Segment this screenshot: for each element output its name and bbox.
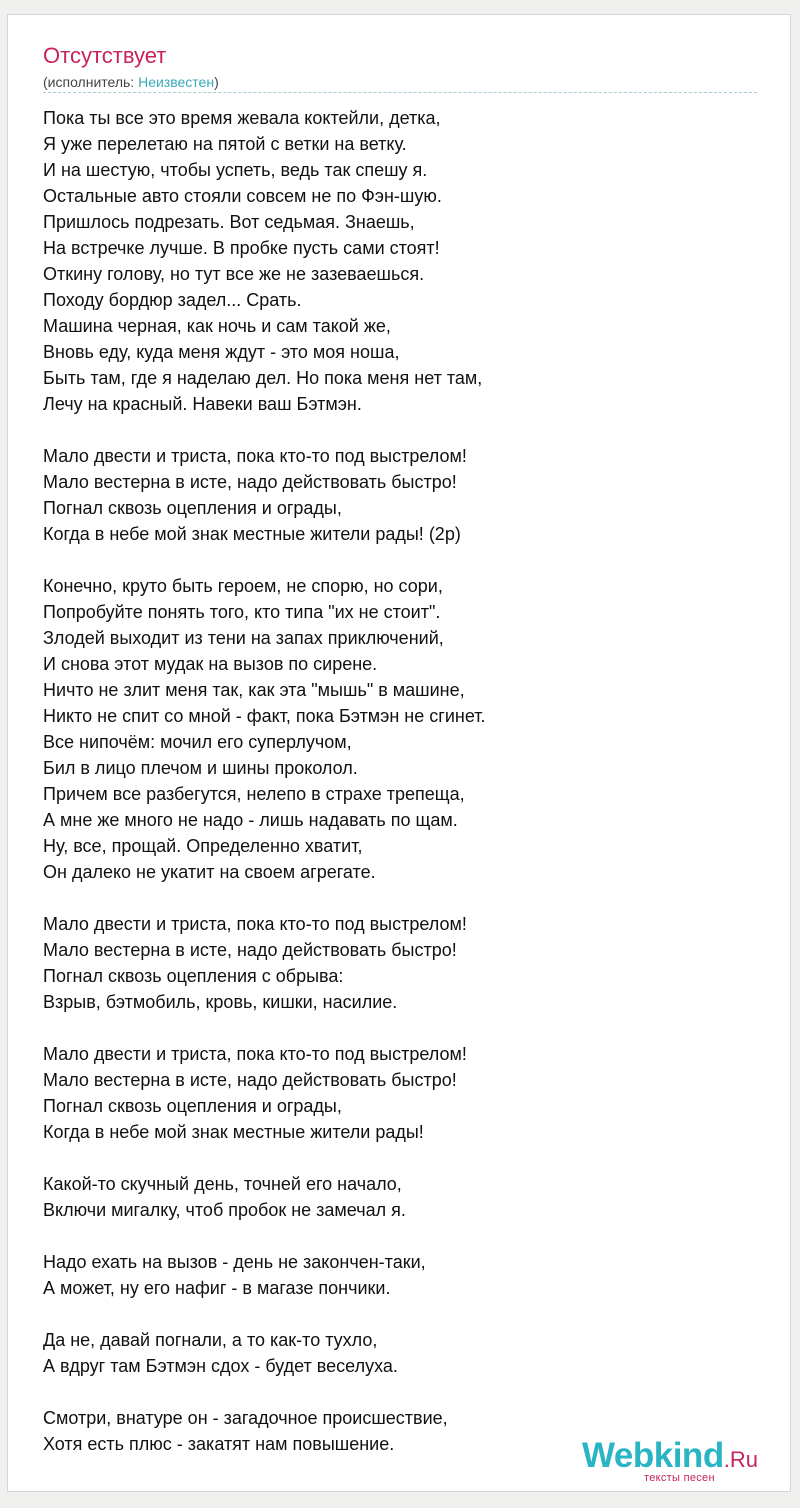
lyric-line: Ну, все, прощай. Определенно хватит, [43,836,363,856]
lyric-line: Мало вестерна в исте, надо действовать быстро! [43,472,457,492]
site-logo [582,1436,782,1492]
lyric-line: Конечно, круто быть героем, не спорю, но сори, [43,576,443,596]
header-divider [43,92,757,93]
lyric-line: Взрыв, бэтмобиль, кровь, кишки, насилие. [43,992,398,1012]
artist-prefix: (исполнитель: [43,74,139,90]
lyric-line: Погнал сквозь оцепления с обрыва: [43,966,344,986]
artist-suffix: ) [214,74,219,90]
lyric-line: Включи мигалку, чтоб пробок не замечал я. [43,1200,406,1220]
lyric-line: Никто не спит со мной - факт, пока Бэтмэн не сгинет. [43,706,486,726]
lyric-line: Машина черная, как ночь и сам такой же, [43,316,391,336]
lyric-line: И на шестую, чтобы успеть, ведь так спешу я. [43,160,428,180]
lyric-line: Какой-то скучный день, точней его начало, [43,1174,402,1194]
stanza-break [43,1145,763,1171]
lyric-line: Пока ты все это время жевала коктейли, детка, [43,108,441,128]
logo-tld-text: .Ru [723,1447,758,1472]
lyric-line: Все нипочём: мочил его суперлучом, [43,732,352,752]
logo-main-text: Webkind [582,1436,724,1475]
stanza-break [43,417,763,443]
lyric-line: Остальные авто стояли совсем не по Фэн-шую. [43,186,442,206]
lyric-line: Он далеко не укатит на своем агрегате. [43,862,376,882]
song-title: Отсутствует [43,43,167,68]
lyric-line: Вновь еду, куда меня ждут - это моя ноша, [43,342,400,362]
lyric-line: Походу бордюр задел... Срать. [43,290,302,310]
artist-link[interactable]: Неизвестен [138,74,215,90]
lyric-line: А мне же много не надо - лишь надавать по щам. [43,810,458,830]
logo-subtitle: тексты песен [644,1472,715,1484]
lyric-line: А вдруг там Бэтмэн сдох - будет веселуха. [43,1356,398,1376]
lyric-line: На встречке лучше. В пробке пусть сами стоят! [43,238,440,258]
lyric-line: Попробуйте понять того, кто типа "их не стоит". [43,602,441,622]
lyric-line: Погнал сквозь оцепления и ограды, [43,1096,342,1116]
stanza-break [43,1015,763,1041]
lyric-line: Когда в небе мой знак местные жители рады! (2р) [43,524,461,544]
stanza-break [43,1223,763,1249]
lyric-line: Я уже перелетаю на пятой с ветки на ветку. [43,134,407,154]
lyric-line: Да не, давай погнали, а то как-то тухло, [43,1330,378,1350]
lyric-line: Пришлось подрезать. Вот седьмая. Знаешь, [43,212,415,232]
lyric-line: Мало вестерна в исте, надо действовать быстро! [43,940,457,960]
lyric-line: Мало двести и триста, пока кто-то под выстрелом! [43,446,467,466]
lyric-line: Быть там, где я наделаю дел. Но пока меня нет там, [43,368,483,388]
lyric-line: А может, ну его нафиг - в магазе пончики. [43,1278,391,1298]
lyric-line: Мало двести и триста, пока кто-то под выстрелом! [43,914,467,934]
stanza-break [43,547,763,573]
lyric-line: Лечу на красный. Навеки ваш Бэтмэн. [43,394,362,414]
lyric-line: Мало вестерна в исте, надо действовать быстро! [43,1070,457,1090]
lyric-line: Злодей выходит из тени на запах приключений, [43,628,444,648]
stanza-break [43,1379,763,1405]
stanza-break [43,1301,763,1327]
artist-line [43,73,219,91]
lyric-line: Ничто не злит меня так, как эта "мышь" в машине, [43,680,465,700]
lyrics-text [43,105,763,1457]
lyric-line: Хотя есть плюс - закатят нам повышение. [43,1434,395,1454]
lyric-line: Причем все разбегутся, нелепо в страхе трепеща, [43,784,465,804]
lyric-line: Откину голову, но тут все же не зазеваешься. [43,264,425,284]
lyric-line: Надо ехать на вызов - день не закончен-таки, [43,1252,426,1272]
lyric-line: И снова этот мудак на вызов по сирене. [43,654,378,674]
lyric-line: Бил в лицо плечом и шины проколол. [43,758,358,778]
lyric-line: Мало двести и триста, пока кто-то под выстрелом! [43,1044,467,1064]
stanza-break [43,885,763,911]
lyric-line: Когда в небе мой знак местные жители рады! [43,1122,424,1142]
lyric-line: Смотри, внатуре он - загадочное происшествие, [43,1408,448,1428]
lyric-line: Погнал сквозь оцепления и ограды, [43,498,342,518]
